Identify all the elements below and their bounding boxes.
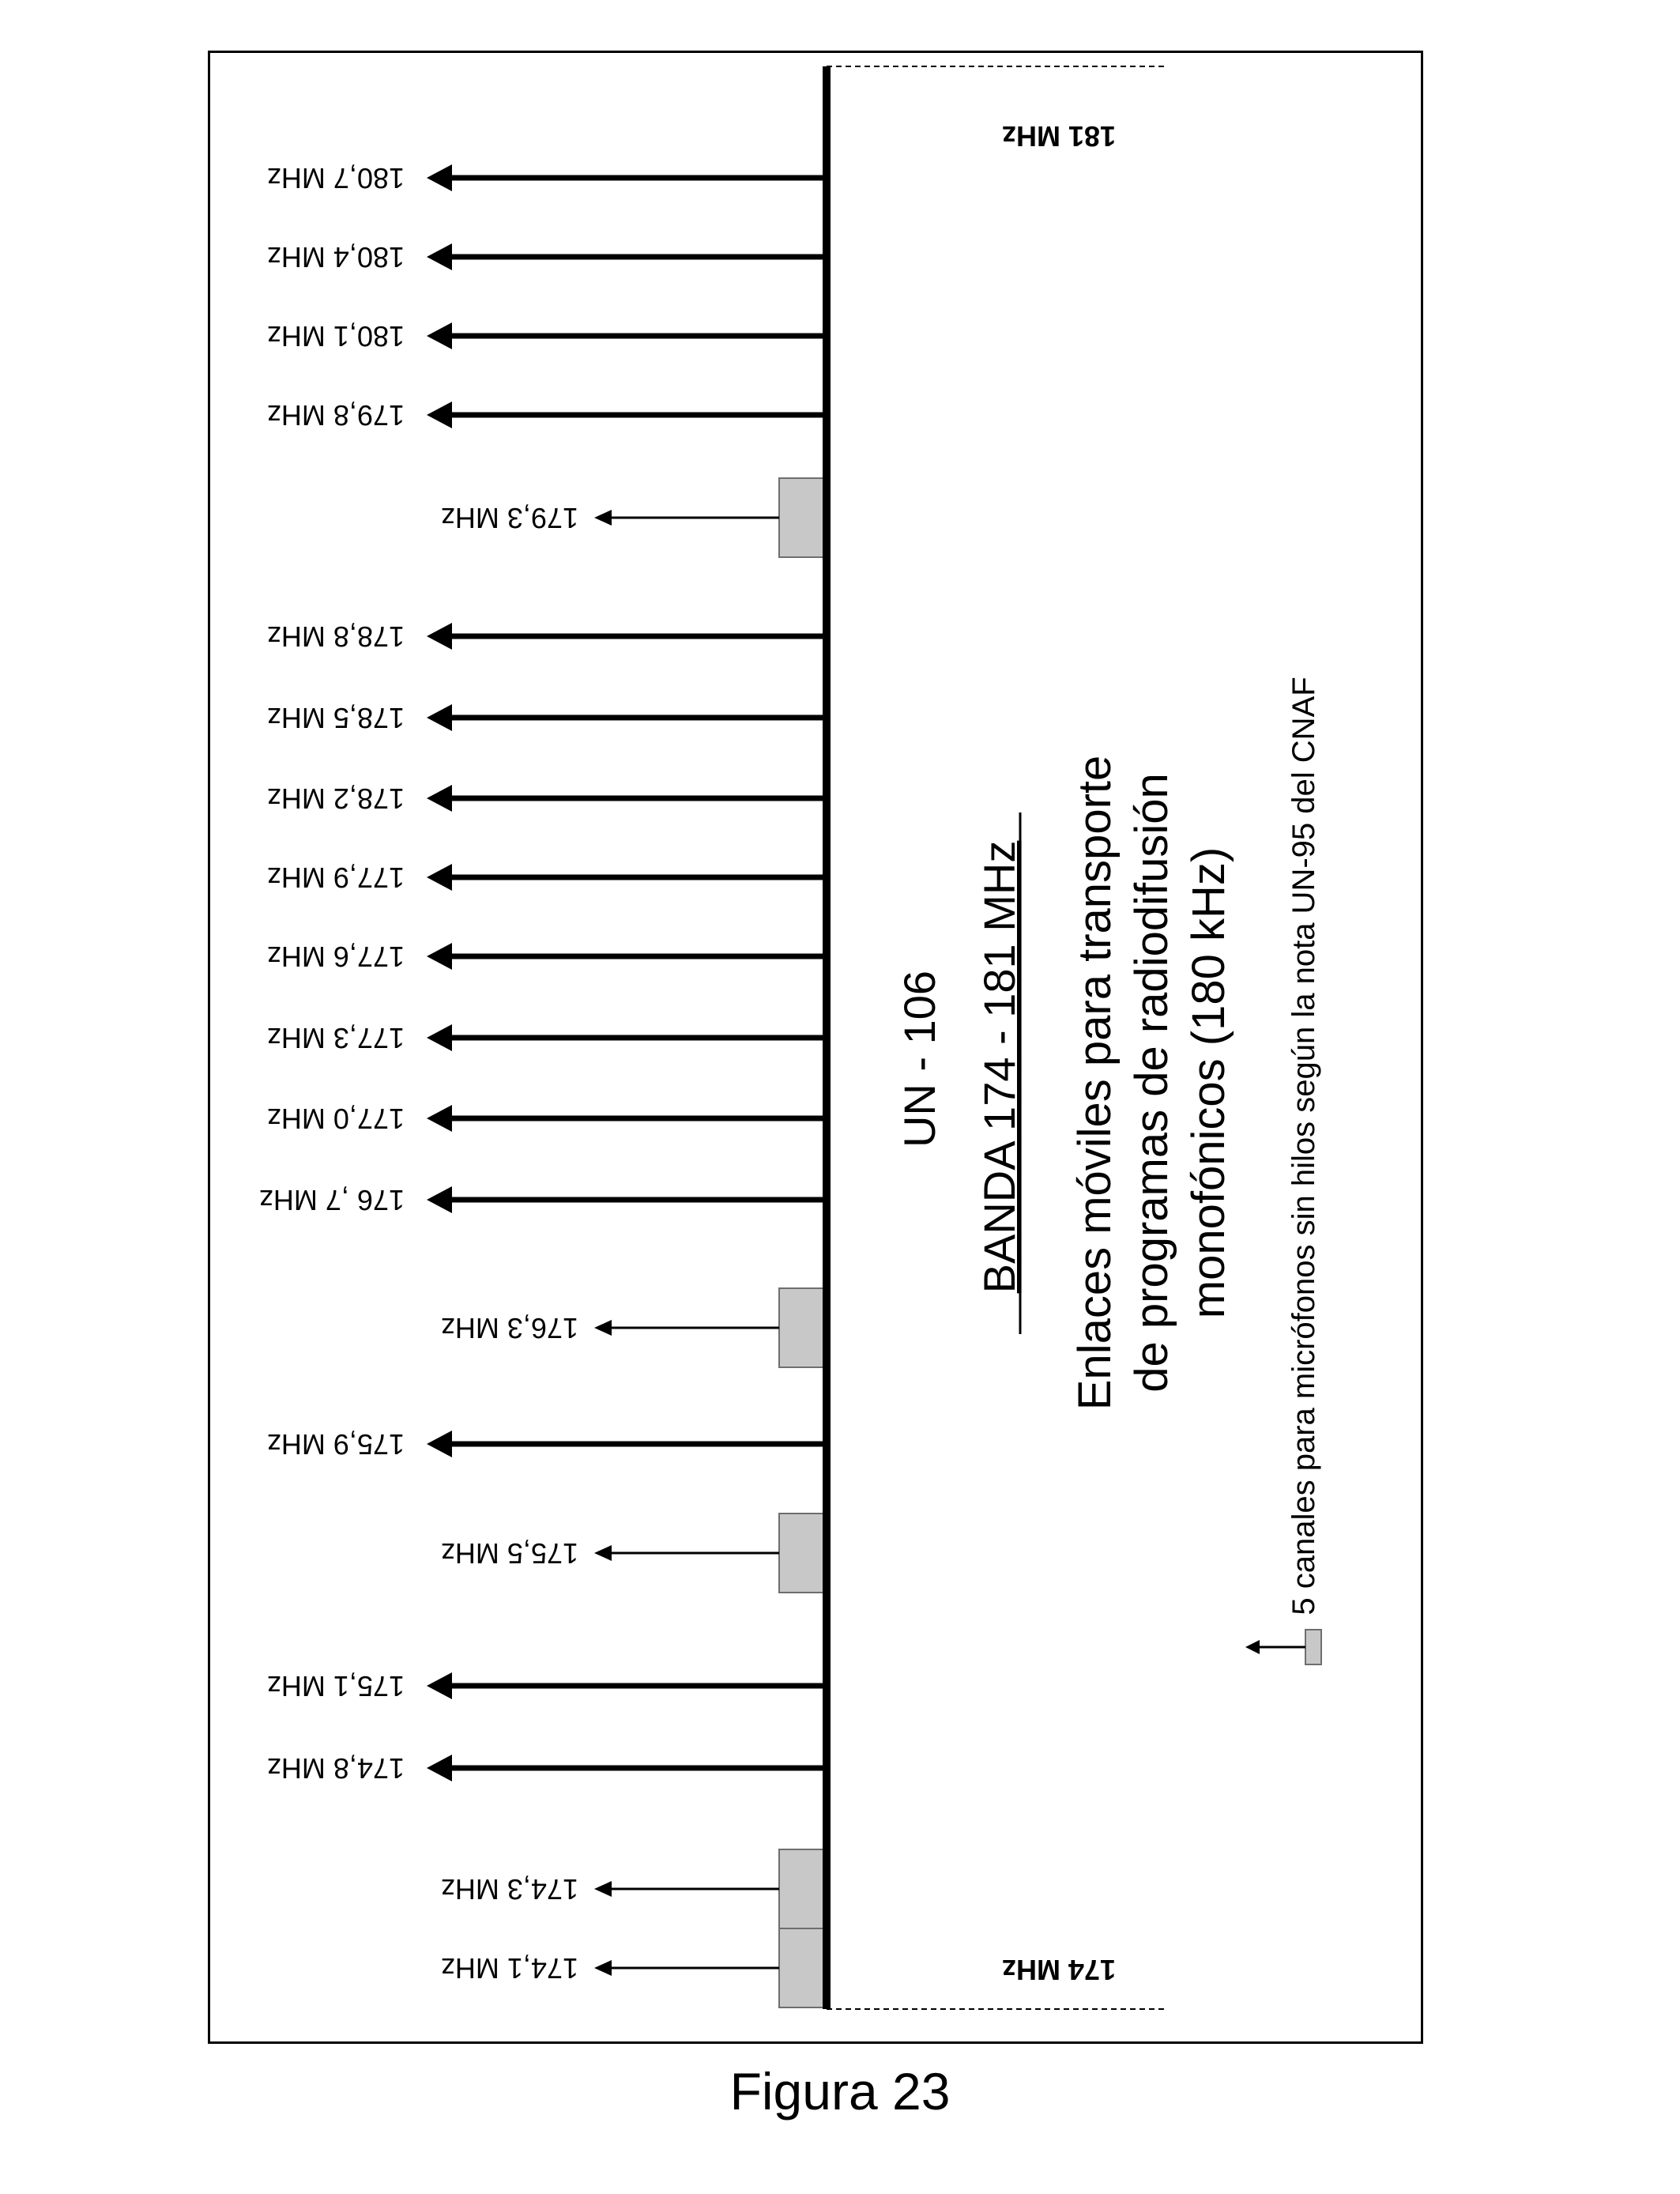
link-channel-arrowhead	[427, 243, 452, 270]
mic-channel-label: 179,3 MHz	[440, 502, 578, 534]
link-channel-label: 180,1 MHz	[266, 320, 405, 352]
legend-arrow-head	[1245, 1640, 1260, 1654]
mic-channel-layer	[441, 478, 825, 2007]
link-channel	[267, 1428, 827, 1461]
link-channel-label: 178,5 MHz	[266, 702, 405, 734]
link-channel-label: 175,9 MHz	[266, 1428, 405, 1461]
link-channel	[267, 399, 827, 432]
link-channel	[267, 1022, 827, 1054]
legend-mic-block	[1305, 1630, 1321, 1664]
link-channel-label: 174,8 MHz	[266, 1752, 405, 1785]
link-channel	[267, 320, 827, 352]
mic-channel	[441, 1849, 825, 1928]
figure-caption: Figura 23	[729, 2062, 951, 2120]
mic-channel-label: 174,1 MHz	[440, 1952, 578, 1985]
link-channel-arrowhead	[427, 401, 452, 428]
link-channel	[267, 620, 827, 653]
mic-channel	[441, 1288, 825, 1367]
mic-channel-block	[779, 478, 825, 557]
link-channel-label: 177,6 MHz	[266, 941, 405, 973]
mic-channel-arrowhead	[594, 1545, 612, 1561]
mic-channel-arrowhead	[594, 510, 612, 526]
link-channel-label: 178,2 MHz	[266, 782, 405, 815]
link-channel-arrowhead	[427, 704, 452, 731]
mic-channel-block	[779, 1849, 825, 1928]
link-channel-arrowhead	[427, 1105, 452, 1132]
mic-channel	[441, 1514, 825, 1593]
band-high-label: 181 MHz	[1001, 120, 1117, 153]
mic-channel-arrowhead	[594, 1881, 612, 1897]
link-channel	[267, 941, 827, 973]
link-channel-label: 179,8 MHz	[266, 399, 405, 432]
mic-channel-block	[779, 1514, 825, 1593]
description-line-2: de programas de radiodifusión	[1126, 773, 1177, 1393]
mic-channel-arrowhead	[594, 1320, 612, 1336]
link-channel	[267, 702, 827, 734]
link-channel-label: 175,1 MHz	[266, 1670, 405, 1702]
link-channel-arrowhead	[427, 322, 452, 349]
link-channel-arrowhead	[427, 1672, 452, 1699]
link-channel	[267, 861, 827, 894]
link-channel	[267, 1103, 827, 1135]
link-channel-arrowhead	[427, 164, 452, 191]
link-channel-arrowhead	[427, 785, 452, 812]
link-channel-arrowhead	[427, 864, 452, 891]
mic-channel	[441, 1928, 825, 2007]
link-channel-label: 180,7 MHz	[266, 162, 405, 194]
mic-channel	[441, 478, 825, 557]
link-channel	[267, 782, 827, 815]
band-title: BANDA 174 - 181 MHz	[974, 840, 1024, 1294]
link-channel-arrowhead	[427, 1186, 452, 1213]
mic-channel-block	[779, 1928, 825, 2007]
link-channel-label: 178,8 MHz	[266, 620, 405, 653]
mic-channel-label: 175,5 MHz	[440, 1537, 578, 1570]
band-low-label: 174 MHz	[1001, 1954, 1117, 1986]
link-channel	[259, 1184, 827, 1216]
link-channel	[267, 162, 827, 194]
note-id-title: UN - 106	[895, 970, 944, 1148]
mic-channel-block	[779, 1288, 825, 1367]
link-channel-label: 176 ,7 MHz	[258, 1184, 405, 1216]
link-channel-label: 180,4 MHz	[266, 241, 405, 273]
description-line-1: Enlaces móviles para transporte	[1069, 755, 1121, 1411]
mic-channel-label: 176,3 MHz	[440, 1312, 578, 1344]
link-channel-arrowhead	[427, 1024, 452, 1051]
link-channel-arrowhead	[427, 1755, 452, 1781]
link-channel-label: 177,0 MHz	[266, 1103, 405, 1135]
link-channel-label: 177,9 MHz	[266, 861, 405, 894]
legend-mic-symbol	[1245, 1630, 1321, 1664]
link-channel-label: 177,3 MHz	[266, 1022, 405, 1054]
mic-channel-label: 174,3 MHz	[440, 1873, 578, 1906]
link-channel	[267, 1670, 827, 1702]
description-line-3: monofónicos (180 kHz)	[1183, 846, 1234, 1319]
link-channel-arrowhead	[427, 1431, 452, 1457]
link-channel	[267, 1752, 827, 1785]
link-channel-arrowhead	[427, 943, 452, 970]
mic-channel-arrowhead	[594, 1960, 612, 1976]
legend-text: 5 canales para micrófonos sin hilos según la nota UN-95 del CNAF	[1286, 677, 1321, 1615]
link-channel-arrowhead	[427, 623, 452, 650]
link-channel	[267, 241, 827, 273]
